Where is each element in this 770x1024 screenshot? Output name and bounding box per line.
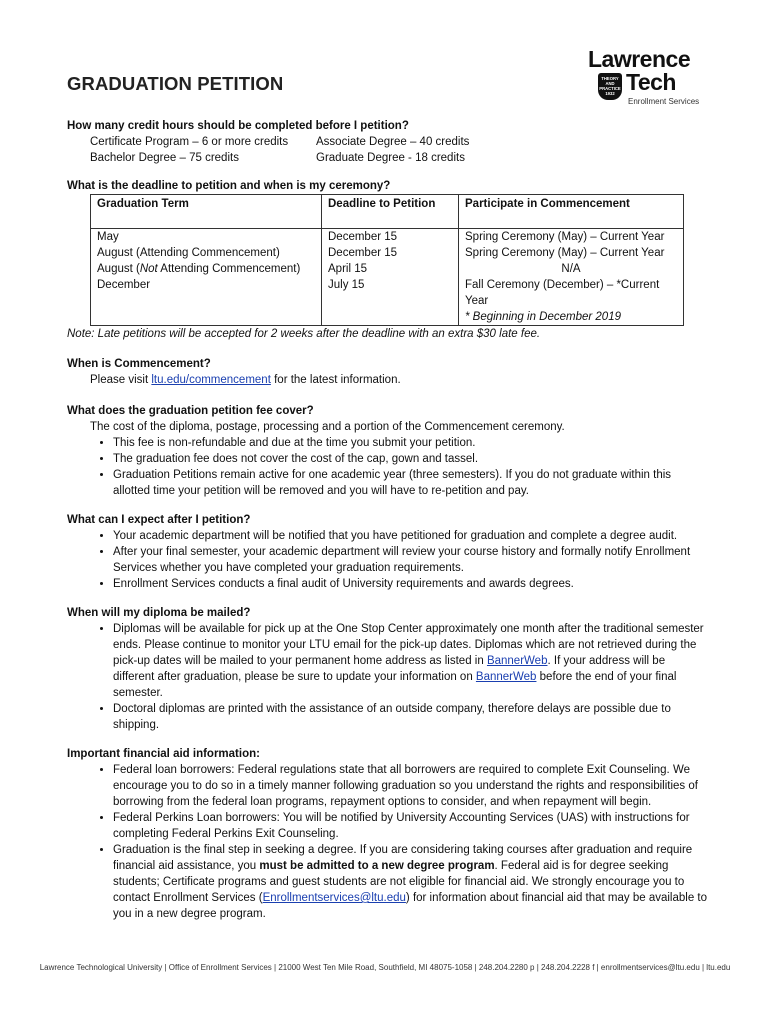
table-cell bbox=[91, 261, 322, 277]
table-row bbox=[91, 277, 684, 326]
cell-text: Attending Commencement) bbox=[157, 263, 301, 275]
list-item: • Diplomas will be available for pick up at the One Stop Center approximately one month after the traditional semester ends. Please continue to monitor your LTU email for the pick-up dates. Diplomas which are not retrieved during the pick-up dates will be mailed to your permanent home address as listed in BannerWeb. If your address will be different after graduation, please be sure to update your information on BannerWeb before the end of your final semester. bbox=[113, 621, 707, 701]
credits-row-1 bbox=[67, 134, 707, 150]
expect-list bbox=[67, 528, 707, 592]
credits-row-2 bbox=[67, 150, 707, 166]
cell-text: Fall Ceremony (December) – *Current Year bbox=[465, 279, 660, 307]
list-item: • This fee is non-refundable and due at the time you submit your petition. bbox=[113, 435, 707, 451]
credit-item: Certificate Program – 6 or more credits bbox=[90, 136, 289, 148]
table-row bbox=[91, 261, 684, 277]
commencement-question: When is Commencement? bbox=[67, 358, 211, 370]
list-item: • Your academic department will be notified that you have petitioned for graduation and complete a degree audit. bbox=[113, 528, 707, 544]
table-cell: Spring Ceremony (May) – Current Year bbox=[459, 245, 684, 261]
table-header: Graduation Term bbox=[91, 195, 322, 229]
page-footer: Lawrence Technological University | Office of Enrollment Services | 21000 West Ten Mile Road, Southfield, MI 48075-1058 | 248.204.2280 p | 248.204.2228 f | enrollmentservices@ltu.edu | ltu.edu bbox=[39, 963, 731, 972]
document-body bbox=[67, 118, 707, 922]
logo-seal-icon bbox=[598, 73, 622, 100]
table-cell: N/A bbox=[459, 261, 684, 277]
expect-question: What can I expect after I petition? bbox=[67, 514, 251, 526]
bannerweb-link[interactable]: BannerWeb bbox=[475, 671, 537, 683]
list-item: • Enrollment Services conducts a final audit of University requirements and awards degrees. bbox=[113, 576, 707, 592]
commencement-text: Please visit ltu.edu/commencement for the latest information. bbox=[90, 374, 401, 386]
credit-item: Graduate Degree - 18 credits bbox=[316, 152, 465, 164]
table-cell: December bbox=[91, 277, 322, 326]
list-item: • The graduation fee does not cover the cost of the cap, gown and tassel. bbox=[113, 451, 707, 467]
ltu-logo bbox=[588, 46, 718, 110]
cell-text-italic: Not bbox=[139, 263, 158, 275]
financial-list bbox=[67, 762, 707, 922]
list-item: • Federal Perkins Loan borrowers: You will be notified by University Accounting Services (UAS) with instructions for completing Federal Perkins Exit Counseling. bbox=[113, 810, 707, 842]
fee-intro: The cost of the diploma, postage, processing and a portion of the Commencement ceremony. bbox=[90, 421, 565, 433]
enrollment-email-link[interactable]: Enrollmentservices@ltu.edu bbox=[262, 892, 406, 904]
credit-item: Associate Degree – 40 credits bbox=[316, 136, 470, 148]
list-item: • Graduation is the final step in seeking a degree. If you are considering taking courses after graduation and require financial aid assistance, you must be admitted to a new degree program. Federal aid is for degree seeking students; Certificate programs and guest students are not eligible for financial aid. We strongly encourage you to contact Enrollment Services (Enrollmentservices@ltu.edu) for information about financial aid that may be available to you in a new degree program. bbox=[113, 842, 707, 922]
table-header: Deadline to Petition bbox=[322, 195, 459, 229]
table-row bbox=[91, 245, 684, 261]
deadline-table bbox=[90, 194, 684, 326]
logo-word-tech: Tech bbox=[626, 69, 676, 95]
late-fee-note: Note: Late petitions will be accepted for 2 weeks after the deadline with an extra $30 late fee. bbox=[67, 328, 541, 340]
table-cell: December 15 bbox=[322, 245, 459, 261]
cell-text: August ( bbox=[97, 263, 140, 275]
diploma-list bbox=[67, 621, 707, 733]
list-item: • Federal loan borrowers: Federal regulations state that all borrowers are required to complete Exit Counseling. We encourage you to do so in a timely manner following graduation so you understand the rights and responsibilities of borrowing from the federal loan programs, repayment options to consider, and when repayment will begin. bbox=[113, 762, 707, 810]
logo-word-lawrence: Lawrence bbox=[588, 46, 691, 72]
fee-list bbox=[67, 435, 707, 499]
table-cell bbox=[459, 277, 684, 326]
commencement-link[interactable]: ltu.edu/commencement bbox=[151, 374, 271, 386]
table-row bbox=[91, 229, 684, 246]
deadline-question: What is the deadline to petition and when is my ceremony? bbox=[67, 180, 391, 192]
bold-text: must be admitted to a new degree program bbox=[259, 860, 495, 872]
diploma-question: When will my diploma be mailed? bbox=[67, 607, 251, 619]
table-cell: April 15 bbox=[322, 261, 459, 277]
credit-item: Bachelor Degree – 75 credits bbox=[90, 152, 239, 164]
page-title: GRADUATION PETITION bbox=[67, 73, 284, 94]
footnote: * Beginning in December 2019 bbox=[465, 311, 621, 323]
table-cell: August (Attending Commencement) bbox=[91, 245, 322, 261]
table-cell: July 15 bbox=[322, 277, 459, 326]
table-header: Participate in Commencement bbox=[459, 195, 684, 229]
bannerweb-link[interactable]: BannerWeb bbox=[486, 655, 548, 667]
table-cell: Spring Ceremony (May) – Current Year bbox=[459, 229, 684, 246]
table-cell: May bbox=[91, 229, 322, 246]
logo-subtitle: Enrollment Services bbox=[628, 97, 700, 106]
fee-question: What does the graduation petition fee cover? bbox=[67, 405, 314, 417]
logo-seal-text: THEORY AND PRACTICE 1932 bbox=[599, 76, 621, 96]
list-item: • Doctoral diplomas are printed with the assistance of an outside company, therefore delays are possible due to shipping. bbox=[113, 701, 707, 733]
list-item: • Graduation Petitions remain active for one academic year (three semesters). If you do not graduate within this allotted time your petition will be removed and you will have to re-petition and pay. bbox=[113, 467, 707, 499]
credits-question: How many credit hours should be completed before I petition? bbox=[67, 120, 409, 132]
table-cell: December 15 bbox=[322, 229, 459, 246]
list-item: • After your final semester, your academic department will review your course history and formally notify Enrollment Services whether you have completed your graduation requirements. bbox=[113, 544, 707, 576]
financial-question: Important financial aid information: bbox=[67, 748, 260, 760]
